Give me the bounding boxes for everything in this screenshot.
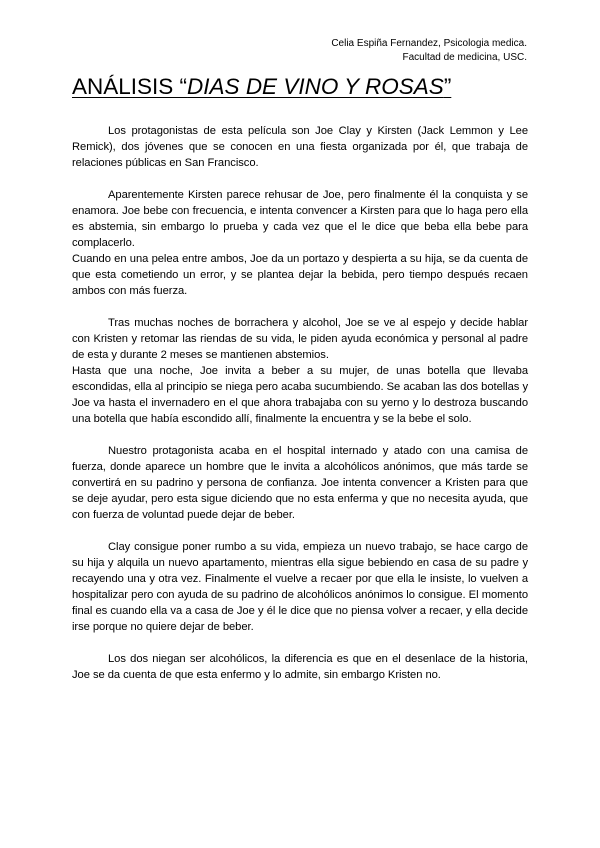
paragraph-recovery: Tras muchas noches de borrachera y alcohol, Joe se ve al espejo y decide hablar con Kristen y retomar las riendas de su vida, le piden ayuda económica y personal al padre de esta y durante 2 meses se mantienen abstemios. bbox=[72, 317, 528, 361]
paragraph-hospital: Nuestro protagonista acaba en el hospital internado y atado con una camisa de fuerza, donde aparece un hombre que le invita a alcohólicos anónimos, que más tarde se convertirá en su padrino y persona de confianza. Joe intenta convencer a Kristen para que se deje ayudar, pero esta sigue diciendo que no esta enferma y que no necesita ayuda, que con fuerza de voluntad puede dejar de beber. bbox=[72, 445, 528, 521]
title-prefix: ANÁLISIS “ bbox=[72, 74, 188, 99]
paragraph-intro: Los protagonistas de esta película son Joe Clay y Kirsten (Jack Lemmon y Lee Remick), dos jóvenes que se conocen en una fiesta organizada por él, que trabaja de relaciones públicas en San Francisco. bbox=[72, 125, 528, 169]
author-header bbox=[227, 37, 527, 65]
document-title bbox=[72, 73, 532, 101]
paragraph-relapse: Hasta que una noche, Joe invita a beber a su mujer, de unas botella que llevaba escondidas, ella al principio se niega pero acaba sucumbiendo. Se acaban las dos botellas y Joe va hasta el invernadero en el que ahora trabajaba con su yerno y lo destroza buscando una botella que había escondido allí, finalmente la encuentra y se la bebe el solo. bbox=[72, 365, 528, 425]
paragraph-conclusion: Los dos niegan ser alcohólicos, la diferencia es que en el desenlace de la historia, Joe se da cuenta de que esta enfermo y lo admite, sin embargo Kristen no. bbox=[72, 653, 528, 681]
author-line: Celia Espiña Fernandez, Psicologia medica. bbox=[331, 38, 527, 49]
paragraph-fight: Cuando en una pelea entre ambos, Joe da un portazo y despierta a su hija, se da cuenta de que esta cometiendo un error, y se plantea dejar la bebida, pero tiempo después recaen ambos con más fuerza. bbox=[72, 253, 528, 297]
document-body bbox=[72, 123, 528, 699]
paragraph-new-life: Clay consigue poner rumbo a su vida, empieza un nuevo trabajo, se hace cargo de su hija y alquila un nuevo apartamento, mientras ella sigue bebiendo en casa de su padre y recayendo una y otra vez. Finalmente el vuelve a recaer por que ella le insiste, lo vuelven a hospitalizar pero con ayuda de su padrino de alcohólicos anónimos lo consigue. El momento final es cuando ella va a casa de Joe y él le dice que no piensa volver a recaer, y ella decide irse porque no quiere dejar de beber. bbox=[72, 541, 528, 633]
title-suffix: ” bbox=[443, 74, 452, 99]
faculty-line: Facultad de medicina, USC. bbox=[402, 52, 527, 63]
paragraph-courtship: Aparentemente Kirsten parece rehusar de Joe, pero finalmente él la conquista y se enamora. Joe bebe con frecuencia, e intenta convencer a Kirsten para que lo haga pero ella es abstemia, sin embargo lo prueba y cada vez que el le dice que beba ella bebe para complacerlo. bbox=[72, 189, 528, 249]
title-film-name: DIAS DE VINO Y ROSAS bbox=[187, 74, 444, 99]
